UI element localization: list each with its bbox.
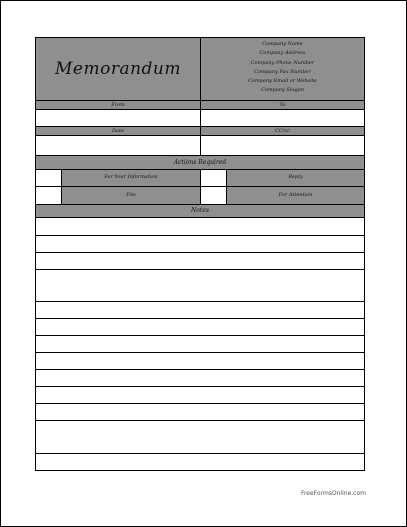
notes-line xyxy=(36,252,364,253)
notes-line xyxy=(36,352,364,353)
cc-field[interactable] xyxy=(201,136,364,155)
notes-heading: Notes xyxy=(191,207,209,214)
company-fax: Company Fax Number xyxy=(254,68,311,75)
company-phone: Company Phone Number xyxy=(250,59,315,66)
file-label: File xyxy=(126,192,136,198)
company-address: Company Address xyxy=(259,50,306,57)
cc-label-cell xyxy=(201,127,364,135)
footer-watermark: FreeFormsOnline.com xyxy=(300,490,366,497)
notes-line xyxy=(36,403,364,404)
to-label-cell xyxy=(201,101,364,109)
from-field[interactable] xyxy=(36,110,200,126)
from-label-cell xyxy=(36,101,200,109)
checkbox-for-your-information[interactable] xyxy=(36,170,61,186)
notes-area[interactable] xyxy=(36,218,364,470)
for-your-information-label: For Your Information xyxy=(104,174,158,180)
notes-line xyxy=(36,420,364,421)
date-label-cell xyxy=(36,127,200,135)
checkbox-file[interactable] xyxy=(36,187,61,204)
notes-line xyxy=(36,318,364,319)
to-field[interactable] xyxy=(201,110,364,126)
notes-line xyxy=(36,369,364,370)
reply-label: Reply xyxy=(288,174,303,180)
memorandum-form xyxy=(35,37,365,471)
for-attention-label: For Attention xyxy=(278,192,313,198)
notes-line xyxy=(36,269,364,270)
file-cell xyxy=(62,187,200,204)
to-label: To xyxy=(279,102,286,108)
title-cell xyxy=(36,38,200,100)
notes-line xyxy=(36,301,364,302)
reply-cell xyxy=(227,170,364,186)
checkbox-for-attention[interactable] xyxy=(201,187,226,204)
company-name: Company Name xyxy=(262,41,303,47)
company-email-website: Company Email or Website xyxy=(248,78,317,85)
actions-heading-cell xyxy=(36,156,364,169)
notes-line xyxy=(36,335,364,336)
notes-line xyxy=(36,235,364,236)
notes-line xyxy=(36,386,364,387)
actions-heading: Actions Required xyxy=(173,159,227,166)
date-label: Date xyxy=(112,128,124,134)
company-info-cell xyxy=(201,38,364,100)
memo-title: Memorandum xyxy=(55,59,181,79)
notes-line xyxy=(36,453,364,454)
for-attention-cell xyxy=(227,187,364,204)
company-slogan: Company Slogan xyxy=(261,87,304,94)
for-your-information-cell xyxy=(62,170,200,186)
date-field[interactable] xyxy=(36,136,200,155)
notes-heading-cell xyxy=(36,205,364,217)
from-label: From xyxy=(111,102,125,108)
cc-label: CC/cc xyxy=(275,128,290,134)
checkbox-reply[interactable] xyxy=(201,170,226,186)
